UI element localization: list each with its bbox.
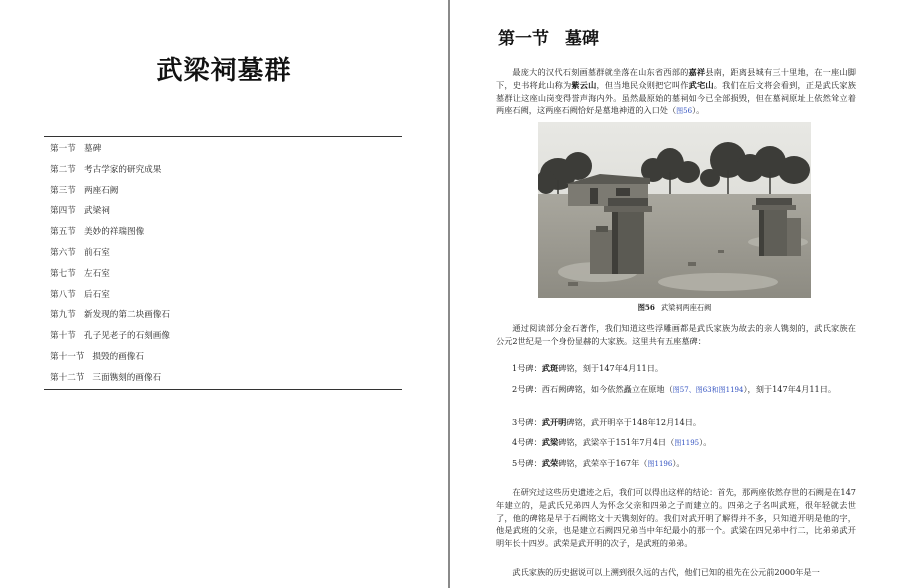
toc-item-title: 美妙的祥瑞图像 [84,227,145,238]
toc-item-number: 第十一节 [50,351,85,362]
toc-item[interactable] [50,201,400,222]
figure-link[interactable]: 图56 [676,107,693,116]
place-ziyunshan: 紫云山 [571,79,597,90]
toc-item[interactable] [50,347,400,368]
figure-link[interactable]: 图57 [672,386,689,394]
toc-item[interactable] [50,181,400,202]
toc-item-number: 第三节 [50,185,76,196]
toc-top-rule [44,136,402,137]
place-wuzhaishan: 武宅山 [688,79,714,90]
toc-item-title: 孔子见老子的石刻画像 [84,331,170,342]
toc-item-title: 损毁的画像石 [92,351,144,362]
toc-item-number: 第五节 [50,227,76,238]
intro-paragraph: 最庞大的汉代石刻画墓群就坐落在山东省西部的嘉祥县南，距离县城有三十里地，在一座山脚下，史书将此山称为紫云山，但当地民众则把它叫作武宅山。我们在后文将会看到，正是武氏家族墓群让这座山岗变得誉声海内外。虽然最原始的墓祠如今已全部损毁，但在墓祠原址上依然耸立着两座石阙，这两座石阙恰好是墓地神道的入口处（图56）。 [496,67,856,116]
stele-item-1: 1号碑：武斑碑铭，刻于147年4月11日。 [512,363,664,373]
toc-item[interactable] [50,160,400,181]
stele-item-2: 2号碑：西石阙碑铭，如今依然矗立在原地（图57、图63和图1194），刻于147年4月11日。 [512,384,837,394]
toc-item-number: 第八节 [50,289,76,300]
toc-item[interactable] [50,139,400,160]
figure-link[interactable]: 图1196 [647,460,673,468]
figure-link[interactable]: 图1195 [674,439,700,447]
toc-item-title: 武梁祠 [84,206,110,217]
toc-item-title: 考古学家的研究成果 [84,164,162,175]
toc-item-title: 前石室 [84,247,110,258]
stele-item-3: 3号碑：武开明碑铭，武开明卒于148年12月14日。 [512,417,702,427]
figure-link[interactable]: 图1194 [718,386,744,394]
figure-label: 图56 [637,303,655,312]
toc-item-number: 第十二节 [50,372,85,383]
toc-item[interactable] [50,243,400,264]
toc-item-title: 左石室 [84,268,110,279]
book-title: 武梁祠墓群 [156,56,292,86]
table-of-contents [50,139,400,389]
stone-gate-towers-photo [538,122,811,298]
toc-item-title: 新发现的第二块画像石 [84,310,170,321]
toc-item[interactable] [50,305,400,326]
toc-item-number: 第一节 [50,144,76,154]
toc-item[interactable] [50,222,400,243]
toc-item-title: 两座石阙 [84,185,119,196]
toc-item[interactable] [50,326,400,347]
section-name: 墓碑 [565,29,599,49]
place-jiaxiang: 嘉祥 [688,67,706,77]
toc-item-title: 墓碑 [84,144,102,154]
right-page [451,0,900,588]
toc-item-number: 第二节 [50,164,76,175]
paragraph-history: 武氏家族的历史据说可以上溯到很久远的古代，他们已知的祖先在公元前2000年是一 [512,567,820,577]
stele-item-5: 5号碑：武荣碑铭，武荣卒于167年（图1196）。 [512,458,685,468]
page-divider [448,0,450,588]
toc-item-number: 第七节 [50,268,76,279]
toc-item-title: 三面镌刻的画像石 [92,372,162,383]
figure-caption [538,303,811,313]
section-number: 第一节 [498,29,549,49]
toc-item[interactable] [50,368,400,389]
figure-link[interactable]: 图63 [695,386,712,394]
stele-item-4: 4号碑：武梁碑铭，武梁卒于151年7月4日（图1195）。 [512,437,712,447]
toc-item-number: 第十节 [50,331,76,342]
section-title [498,24,599,49]
toc-item-number: 第九节 [50,310,76,321]
paragraph-conclusion: 在研究过这些历史遗迹之后，我们可以得出这样的结论：首先，那两座依然存世的石阙是在147年建立的，是武氏兄弟四人为怀念父亲和四弟之子而建立的。四弟之子名叫武班，很年轻就去世了，他的碑铭是早于石阙铭文十天镌刻好的。我们对武开明了解得并不多，只知道开明是他的字，他是武班的父亲，也是建立石阙四兄弟当中年纪最小的那一个。武梁在四兄弟中行二，比弟弟武开明年长十四岁。武荣是武开明的次子，是武班的弟弟。 [496,487,856,549]
toc-bottom-rule [44,389,402,390]
figure-caption-text: 武梁祠两座石阙 [660,303,712,312]
left-page [0,0,448,588]
toc-item[interactable] [50,264,400,285]
toc-item-number: 第四节 [50,206,76,217]
figure-photo [538,122,811,298]
toc-item[interactable] [50,285,400,306]
paragraph-family: 通过阅读部分金石著作，我们知道这些浮雕画都是武氏家族为故去的亲人镌刻的，武氏家族在公元2世纪是一个身份显赫的大家族。这里共有五座墓碑： [496,323,856,346]
toc-item-title: 后石室 [84,289,110,300]
toc-item-number: 第六节 [50,247,76,258]
